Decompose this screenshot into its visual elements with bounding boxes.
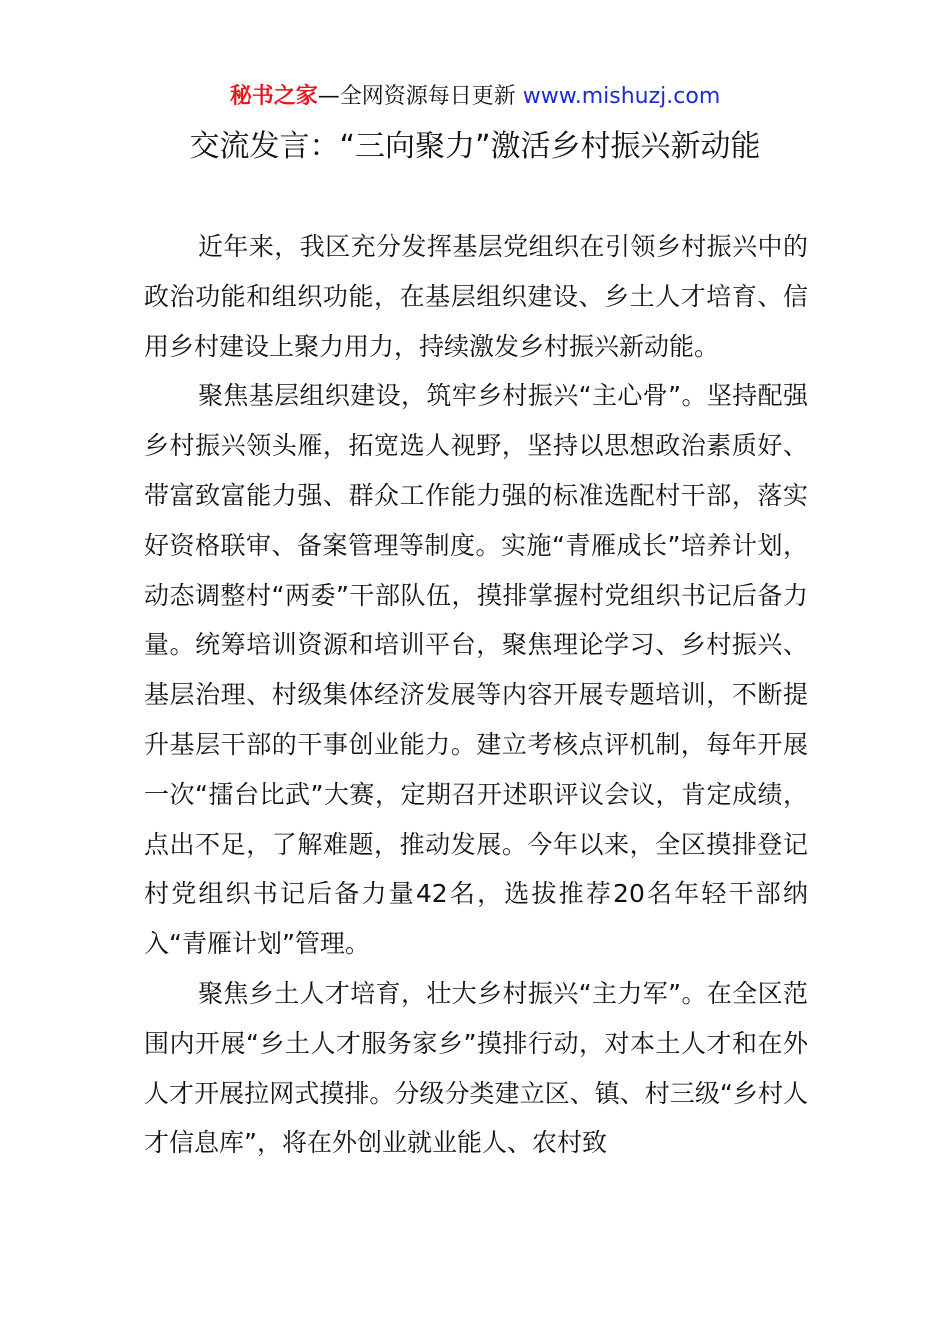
paragraph-intro: 近年来，我区充分发挥基层党组织在引领乡村振兴中的政治功能和组织功能，在基层组织建设、乡土人才培育、信用乡村建设上聚力用力，持续激发乡村振兴新动能。 bbox=[144, 232, 808, 361]
document-title: 交流发言：“三向聚力”激活乡村振兴新动能 bbox=[189, 129, 761, 164]
site-name: 秘书之家 bbox=[229, 84, 318, 109]
site-url-link[interactable]: www.mishuzj.com bbox=[522, 84, 721, 109]
paragraph-talent: 聚焦乡土人才培育，壮大乡村振兴“主力军”。在全区范围内开展“乡土人才服务家乡”摸排行动，对本土人才和在外人才开展拉网式摸排。分级分类建立区、镇、村三级“乡村人才信息库”，将在外创业就业能人、农村致 bbox=[144, 978, 808, 1158]
site-header bbox=[0, 80, 950, 114]
site-tagline: —全网资源每日更新 bbox=[317, 84, 523, 109]
paragraph-organization: 聚焦基层组织建设，筑牢乡村振兴“主心骨”。坚持配强乡村振兴领头雁，拓宽选人视野，坚持以思想政治素质好、带富致富能力强、群众工作能力强的标准选配村干部，落实好资格联审、备案管理等制度。实施“青雁成长”培养计划，动态调整村“两委”干部队伍，摸排掌握村党组织书记后备力量。统筹培训资源和培训平台，聚焦理论学习、乡村振兴、基层治理、村级集体经济发展等内容开展专题培训，不断提升基层干部的干事创业能力。建立考核点评机制，每年开展一次“擂台比武”大赛，定期召开述职评议会议，肯定成绩，点出不足，了解难题，推动发展。今年以来，全区摸排登记村党组织书记后备力量42名，选拔推荐20名年轻干部纳入“青雁计划”管理。 bbox=[144, 381, 808, 959]
document-body bbox=[144, 222, 808, 1168]
